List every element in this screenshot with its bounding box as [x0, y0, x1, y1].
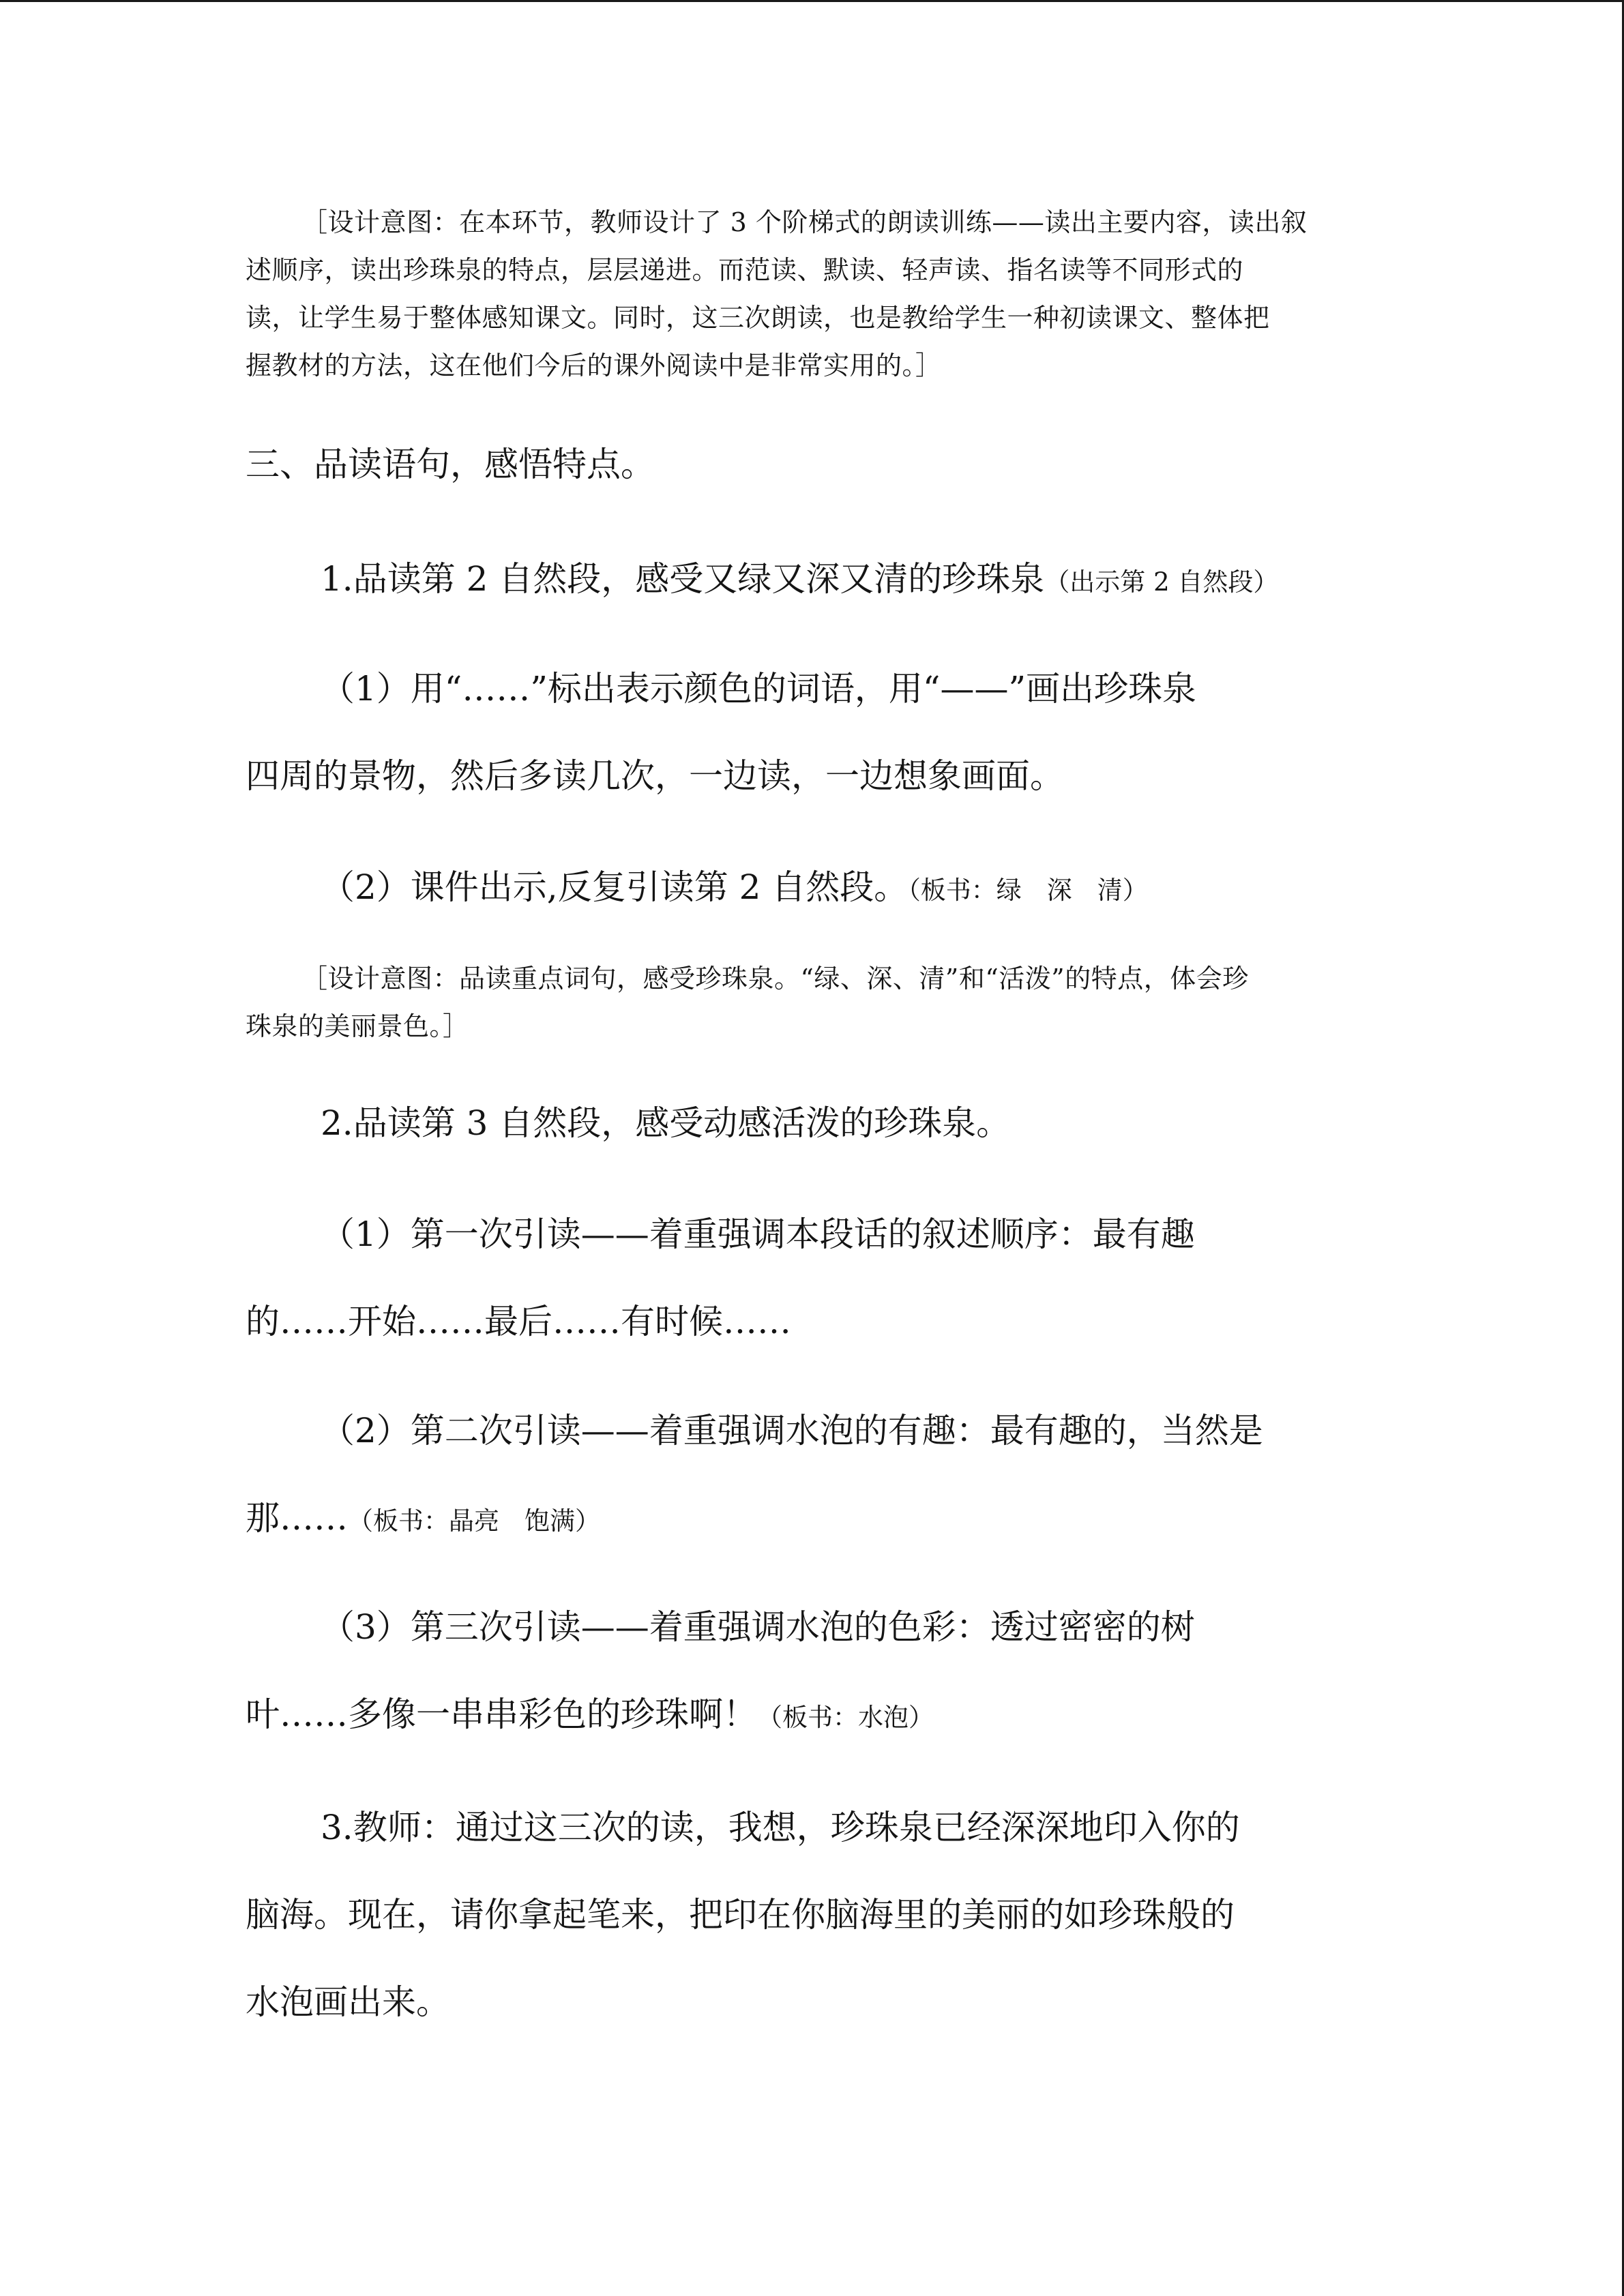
- item-1-2-text: （2）课件出示,反复引读第 2 自然段。: [321, 867, 909, 907]
- item-2-2-note: （板书：晶亮 饱满）: [348, 1506, 600, 1536]
- item-2-3: [246, 1583, 1379, 1761]
- design-note-2-line-1: ［设计意图：品读重点词句，感受珍珠泉。“绿、深、清”和“活泼”的特点，体会珍: [301, 964, 1249, 994]
- design-note-1-line-3: 读，让学生易于整体感知课文。同时，这三次朗读，也是教给学生一种初读课文、整体把: [246, 303, 1270, 333]
- item-1-1: [246, 645, 1379, 820]
- item-2-1-line-1: （1）第一次引读——着重强调本段话的叙述顺序：最有趣: [321, 1214, 1195, 1254]
- design-note-1-line-4: 握教材的方法，这在他们今后的课外阅读中是非常实用的。］: [246, 351, 942, 381]
- item-1-1-line-2: 四周的景物，然后多读几次，一边读，一边想象画面。: [246, 756, 1064, 796]
- item-2-1: [246, 1191, 1379, 1365]
- section-heading: 三、品读语句，感悟特点。: [246, 445, 655, 484]
- item-3-line-3: 水泡画出来。: [246, 1982, 450, 2022]
- item-2-1-line-2: 的……开始……最后……有时候……: [246, 1302, 791, 1341]
- design-note-2-line-2: 珠泉的美丽景色。］: [246, 1011, 469, 1041]
- item-2: 2.品读第 3 自然段，感受动感活泼的珍珠泉。: [321, 1103, 1011, 1143]
- item-2-2-line-1: （2）第二次引读——着重强调水泡的有趣：最有趣的，当然是: [321, 1411, 1263, 1450]
- item-2-3-note: （板书：水泡）: [757, 1703, 934, 1732]
- design-note-1-line-1: ［设计意图：在本环节，教师设计了 3 个阶梯式的朗读训练——读出主要内容，读出叙: [301, 207, 1308, 237]
- item-1-1-line-1: （1）用“……”标出表示颜色的词语，用“——”画出珍珠泉: [321, 669, 1197, 709]
- item-1-text: 1.品读第 2 自然段，感受又绿又深又清的珍珠泉: [321, 559, 1045, 599]
- item-1-2: [246, 863, 1454, 914]
- item-2-3-line-1: （3）第三次引读——着重强调水泡的色彩：透过密密的树: [321, 1607, 1195, 1647]
- item-1-2-note: （板书：绿 深 清）: [908, 876, 1148, 905]
- item-3-line-1: 3.教师：通过这三次的读，我想，珍珠泉已经深深地印入你的: [321, 1808, 1240, 1847]
- design-note-2: [246, 955, 1379, 1050]
- item-2-2-line-2-text: 那……: [246, 1498, 348, 1538]
- design-note-1: [246, 198, 1379, 389]
- item-1-note: （出示第 2 自然段）: [1044, 567, 1279, 597]
- item-3: [246, 1784, 1379, 2046]
- page-top-border: [0, 0, 1624, 2]
- item-2-2-line-2: [246, 1474, 1379, 1565]
- item-3-line-2: 脑海。现在，请你拿起笔来，把印在你脑海里的美丽的如珍珠般的: [246, 1895, 1235, 1935]
- item-2-3-line-2-text: 叶……多像一串串彩色的珍珠啊！: [246, 1695, 757, 1734]
- item-1: [246, 555, 1454, 606]
- item-2-2: [246, 1387, 1379, 1565]
- design-note-1-line-2: 述顺序，读出珍珠泉的特点，层层递进。而范读、默读、轻声读、指名读等不同形式的: [246, 255, 1244, 285]
- item-2-3-line-2: [246, 1671, 1379, 1761]
